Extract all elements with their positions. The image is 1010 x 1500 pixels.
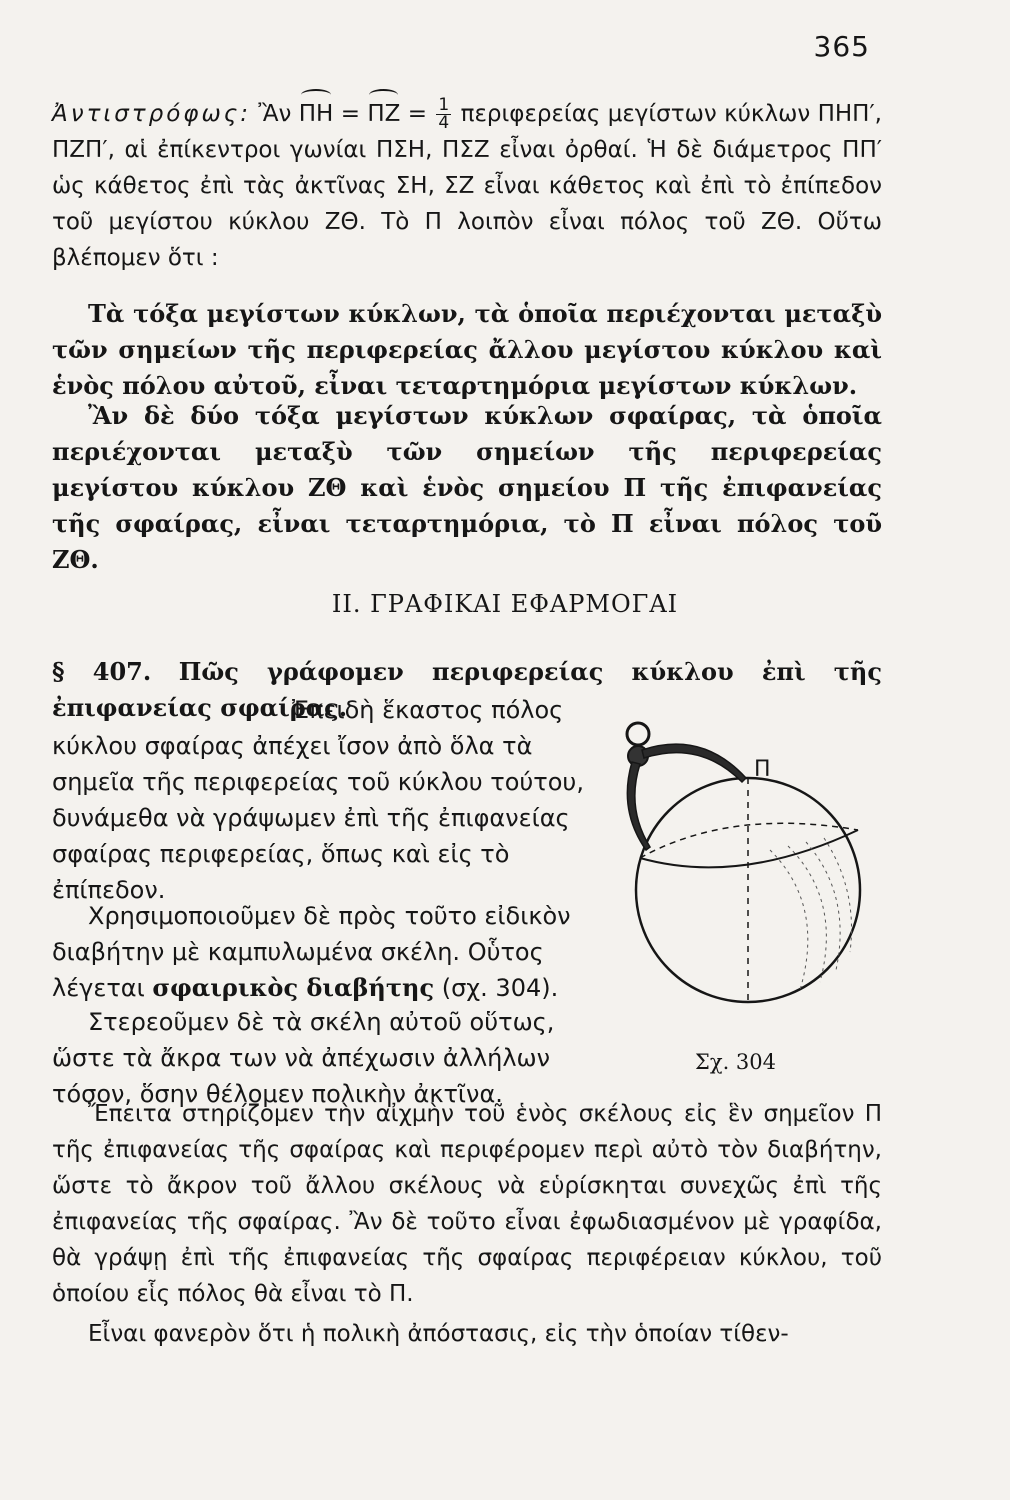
fraction-denominator: 4	[438, 113, 450, 133]
section-407-text-1: Ἐπειδὴ ἕκαστος πόλος κύκλου σφαίρας ἀπέχει ἴσον ἀπὸ ὅλα τὰ σημεῖα τῆς περιφερείας τοῦ κύκλου τούτου, δυνάμεθα νὰ γράψωμεν ἐπὶ τῆς ἐπιφανείας σφαίρας περιφερείας, ὅπως καὶ εἰς τὸ ἐπίπεδον.	[52, 696, 584, 904]
equals-2: =	[400, 101, 435, 127]
fraction-numerator: 1	[438, 95, 450, 115]
section-407-text-5: Εἶναι φανερὸν ὅτι ἡ πολικὴ ἀπόστασις, εἰς τὴν ὁποίαν τίθεν-	[88, 1321, 789, 1347]
shading-4	[824, 838, 852, 952]
section-407-text-2	[52, 898, 607, 1006]
page-number: 365	[813, 30, 870, 63]
pole-label: Π	[754, 757, 771, 782]
compass-leg-left	[627, 762, 650, 850]
text2-b: (σχ. 304).	[434, 974, 559, 1002]
section-407-text-3: Στερεοῦμεν δὲ τὰ σκέλη αὐτοῦ οὕτως, ὥστε τὰ ἄκρα των νὰ ἀπέχωσιν ἀλλήλων τόσον, ὅσην θέλομεν πολικὴν ἀκτῖνα.	[52, 1008, 555, 1108]
section-407-number: § 407.	[52, 657, 152, 686]
shading-1	[770, 850, 808, 990]
intro-part2: περιφερείας μεγίστων κύκλων ΠΗΠ′, ΠΖΠ′, αἱ ἐπίκεντροι γωνίαι ΠΣΗ, ΠΣΖ εἶναι ὀρθαί. Ἡ δὲ διάμετρος ΠΠ′ ὡς κάθετος ἐπὶ τὰς ἀκτῖνας ΣΗ, ΣΖ εἶναι κάθετος καὶ ἐπὶ τὸ ἐπίπεδον τοῦ μεγίστου κύκλου ΖΘ. Τὸ Π λοιπὸν εἶναι πόλος τοῦ ΖΘ. Οὕτω βλέπομεν ὅτι :	[52, 101, 882, 271]
section-407-text-4: Ἔπειτα στηρίζομεν τὴν αἰχμὴν τοῦ ἑνὸς σκέλους εἰς ἓν σημεῖον Π τῆς ἐπιφανείας τῆς σφαίρας καὶ περιφέρομεν περὶ αὐτὸ τὸν διαβήτην, ὥστε τὸ ἄκρον τοῦ ἄλλου σκέλους νὰ εὑρίσκηται συνεχῶς ἐπὶ τῆς ἐπιφανείας τῆς σφαίρας. Ἂν δὲ τοῦτο εἶναι ἐφωδιασμένον μὲ γραφίδα, θὰ γράψῃ ἐπὶ τῆς ἐπιφανείας τῆς σφαίρας περιφέρειαν κύκλου, τοῦ ὁποίου εἷς πόλος θὰ εἶναι τὸ Π.	[52, 1101, 882, 1307]
section-heading: II. ΓΡΑΦΙΚΑΙ ΕΦΑΡΜΟΓΑΙ	[331, 590, 679, 618]
intro-lead-word: Ἀντιστρόφως:	[52, 101, 251, 127]
drawn-circle-front	[640, 830, 858, 867]
compass-leg-right	[642, 744, 746, 782]
text2-a: Χρησιμοποιοῦμεν δὲ πρὸς τοῦτο εἰδικὸν διαβήτην μὲ καμπυλωμένα σκέλη. Οὗτος λέγεται	[52, 902, 571, 1002]
term-spherical-compass: σφαιρικὸς διαβήτης	[152, 973, 435, 1002]
compass-ring	[627, 723, 649, 745]
theorem-1: Τὰ τόξα μεγίστων κύκλων, τὰ ὁποῖα περιέχονται μεταξὺ τῶν σημείων τῆς περιφερείας ἄλλου μεγίστου κύκλου καὶ ἑνὸς πόλου αὐτοῦ, εἶναι τεταρτημόρια μεγίστων κύκλων.	[52, 299, 882, 400]
figure-caption: Σχ. 304	[695, 1050, 777, 1074]
theorem-2: Ἂν δὲ δύο τόξα μεγίστων κύκλων σφαίρας, τὰ ὁποῖα περιέχονται μεταξὺ τῶν σημείων τῆς περιφερείας μεγίστου κύκλου ΖΘ καὶ ἑνὸς σημείου Π τῆς ἐπιφανείας τῆς σφαίρας, εἶναι τεταρτημόρια, τὸ Π εἶναι πόλος τοῦ ΖΘ.	[52, 401, 882, 574]
intro-paragraph	[52, 96, 882, 276]
arc-ph: ΠΗ	[299, 96, 334, 132]
equals-1: =	[333, 101, 368, 127]
intro-part1: Ἂν	[258, 101, 299, 127]
arc-pz: ΠΖ	[367, 96, 400, 132]
shading-2	[788, 846, 826, 982]
fraction-quarter	[436, 97, 451, 132]
section-407-heading: Πῶς γράφομεν περιφερείας κύκλου ἐπὶ τῆς ἐπιφανείας σφαίρας.	[52, 657, 882, 722]
figure-spherical-compass	[620, 690, 900, 1030]
